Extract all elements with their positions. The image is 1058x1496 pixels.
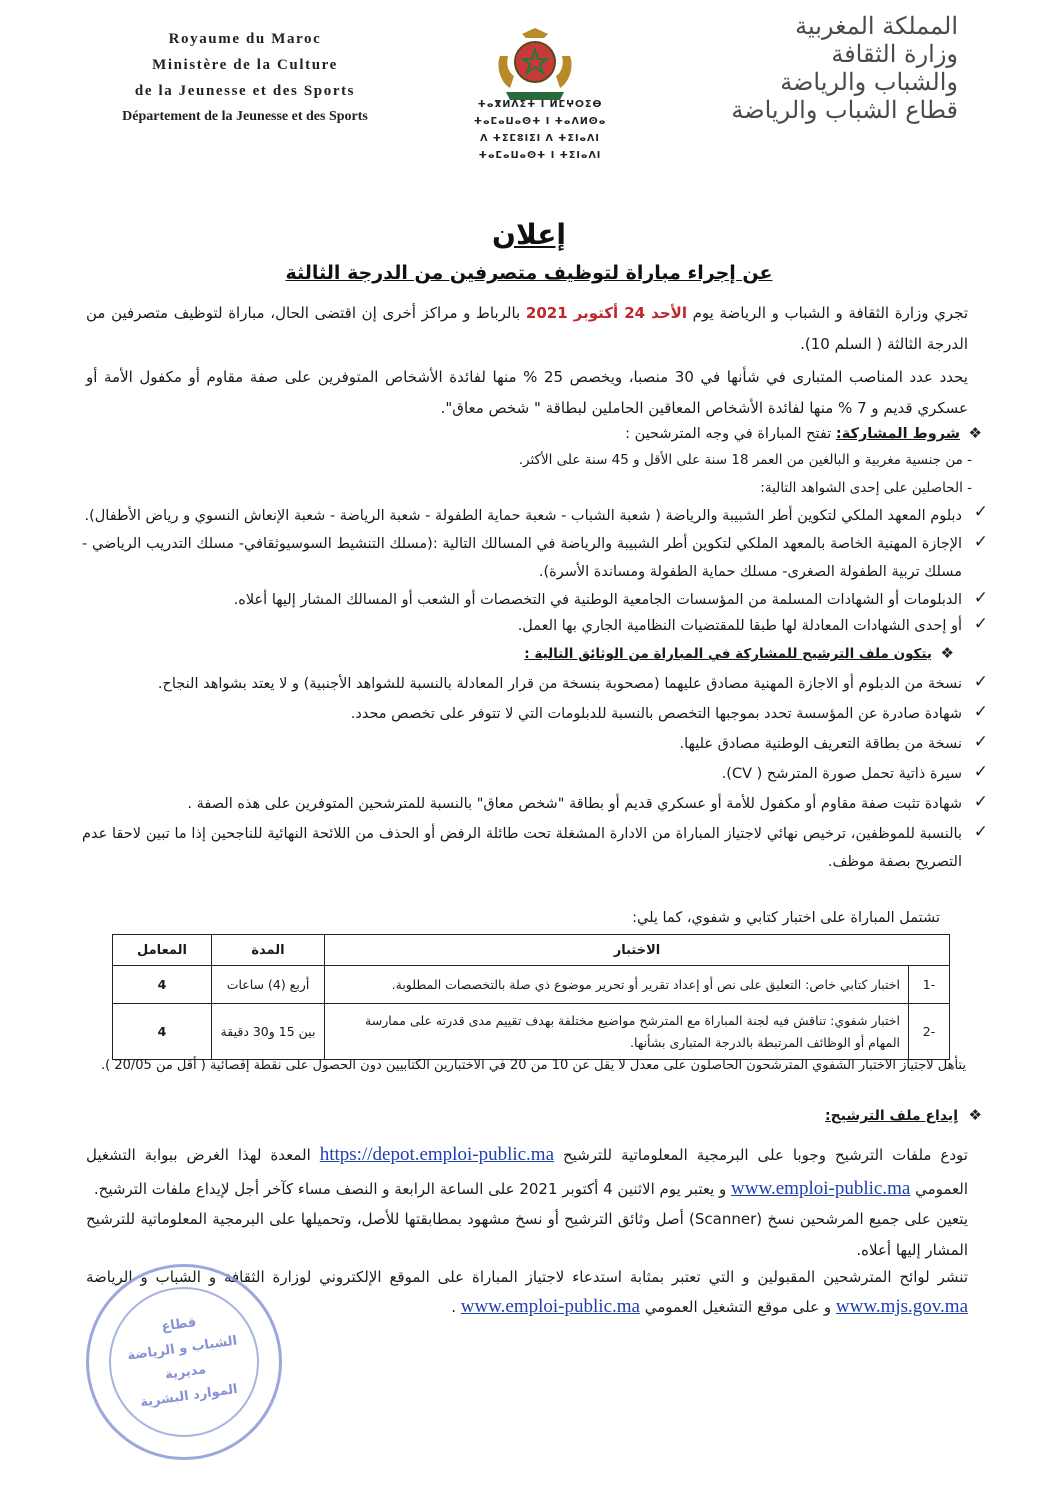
check-icon: ✓: [973, 532, 988, 552]
deposit-heading: إيداع ملف الترشيح:: [825, 1108, 958, 1124]
check-icon: ✓: [973, 762, 988, 782]
deposit-text: المعدة لهذا الغرض ببوابة التشغيل العمومي: [86, 1146, 968, 1198]
header-fr-line: de la Jeunesse et des Sports: [134, 83, 356, 99]
exam-row-number: -2: [909, 1004, 950, 1060]
exam-header-test: الاختبار: [325, 935, 950, 966]
exam-row-number: -1: [909, 966, 950, 1004]
exam-table: [112, 934, 950, 1060]
announcement-subtitle: عن إجراء مباراة لتوظيف متصرفين من الدرجة الثالثة: [285, 262, 773, 284]
header-fr-line: Royaume du Maroc: [168, 31, 322, 47]
official-stamp: [86, 1264, 282, 1460]
deposit-text: و على موقع التشغيل العمومي: [639, 1298, 836, 1316]
dossier-item: بالنسبة للموظفين، ترخيص نهائي لاجتياز المباراة من الادارة المشغلة تحت طائلة الرفض أو الحذف من اللائحة النهائية للناجحين إذا ما تبين لاحقا عدم التصريح بصفة موظف.: [82, 826, 962, 870]
exam-date: الأحد 24 أكتوبر 2021: [525, 304, 687, 322]
exam-row-duration: بين 15 و30 دقيقة: [212, 1004, 325, 1060]
table-row: [113, 966, 950, 1004]
header-arabic: [700, 12, 958, 124]
emploi-public-link-2[interactable]: www.emploi-public.ma: [460, 1296, 640, 1317]
stamp-text: [83, 1300, 285, 1422]
check-icon: ✓: [973, 588, 988, 608]
diamond-bullet-icon: ❖: [940, 644, 954, 662]
exam-note: يتأهل لاجتياز الاختبار الشفوي المترشحون الحاصلون على معدل لا يقل عن 10 من 20 في الاختبارين الكتابيين دون الحصول على نقطة إقصائية ( أقل من 20/05 ).: [101, 1058, 966, 1073]
deposit-text: .: [451, 1298, 461, 1316]
header-ar-line: المملكة المغربية: [795, 12, 958, 40]
check-icon: ✓: [973, 614, 988, 634]
exam-header-duration: المدة: [212, 935, 325, 966]
tifinagh-line: ⵜⴰⵎⴰⵡⴰⵙⵜ ⵏ ⵜⴰⴷⵍⵙⴰ: [473, 116, 607, 127]
deposit-paragraph-1: [86, 1138, 968, 1206]
deposit-text: تنشر لوائح المترشحين المقبولين و التي تعتبر بمثابة استدعاء لاجتياز المباراة على الموقع الإلكتروني لوزارة الثقافة و الشباب و الرياضة: [86, 1268, 968, 1286]
header-tifinagh: [450, 96, 630, 164]
diamond-bullet-icon: ❖: [968, 424, 982, 442]
dossier-item: شهادة صادرة عن المؤسسة تحدد بموجبها التخصص بالنسبة للدبلومات التي لا تتوفر على تخصص محدد.: [350, 706, 962, 722]
condition-item: دبلوم المعهد الملكي لتكوين أطر الشبيبة والرياضة ( شعبة الشباب - شعبة حماية الطفولة - شعبة الرياضة - شعبة الإنعاش النسوي و رياض الأطفال).: [84, 508, 962, 524]
tifinagh-line: ⵜⴰⴳⵍⴷⵉⵜ ⵏ ⵍⵎⵖⵔⵉⴱ: [477, 99, 603, 110]
condition-line: - الحاصلين على إحدى الشواهد التالية:: [760, 480, 972, 496]
stamp-line: قطاع: [160, 1314, 198, 1335]
dossier-item: نسخة من الدبلوم أو الاجازة المهنية مصادق عليهما (مصحوبة بنسخة من قرار المعادلة بالنسبة للشواهد الأجنبية) و لا يعتد بشواهد النجاح.: [157, 676, 962, 692]
exam-header-coefficient: المعامل: [113, 935, 212, 966]
exam-table-header: [113, 935, 950, 966]
diamond-bullet-icon: ❖: [968, 1106, 982, 1124]
announcement-title: إعلان: [492, 218, 566, 251]
stamp-line: الشباب و الرياضة: [126, 1333, 239, 1364]
coat-of-arms-icon: [492, 26, 578, 104]
condition-item: الدبلومات أو الشهادات المسلمة من المؤسسات الجامعية الوطنية في التخصصات أو الشعب أو المسالك المشار إليها أعلاه.: [233, 592, 962, 608]
header-ar-line: وزارة الثقافة: [831, 40, 958, 68]
intro-text-rest: بالرباط و مراكز أخرى إن اقتضى الحال، مباراة لتوظيف متصرفين من الدرجة الثالثة ( السلم 10).: [86, 304, 968, 353]
check-icon: ✓: [973, 792, 988, 812]
tifinagh-line: ⴷ ⵜⵉⵎⵓⵏⵉⵏ ⴷ ⵜⵉⵏⴰⴷⵏ: [480, 133, 600, 144]
header-fr-line: Ministère de la Culture: [152, 57, 338, 73]
depot-link[interactable]: https://depot.emploi-public.ma: [319, 1144, 555, 1165]
header-ar-line: قطاع الشباب والرياضة: [731, 96, 958, 124]
exam-row-coefficient: 4: [113, 1004, 212, 1060]
condition-line: - من جنسية مغربية و البالغين من العمر 18 سنة على الأقل و 45 سنة على الأكثر.: [518, 452, 972, 468]
exam-row-test: اختبار كتابي خاص: التعليق على نص أو إعداد تقرير أو تحرير موضوع ذي صلة بالتخصصات المطلوبة.: [325, 966, 909, 1004]
check-icon: ✓: [973, 822, 988, 842]
header-ar-line: والشباب والرياضة: [780, 68, 958, 96]
dossier-item: سيرة ذاتية تحمل صورة المترشح ( CV).: [721, 766, 962, 782]
conditions-heading-label: شروط المشاركة:: [835, 426, 960, 442]
check-icon: ✓: [973, 702, 988, 722]
conditions-heading: [625, 420, 960, 448]
check-icon: ✓: [973, 732, 988, 752]
emploi-public-link[interactable]: www.emploi-public.ma: [731, 1178, 911, 1199]
tifinagh-line: ⵜⴰⵎⴰⵡⴰⵙⵜ ⵏ ⵜⵉⵏⴰⴷⵏ: [478, 150, 602, 161]
condition-item: أو إحدى الشهادات المعادلة لها طبقا للمقتضيات النظامية الجاري بها العمل.: [517, 618, 962, 634]
conditions-heading-text: تفتح المباراة في وجه المترشحين :: [625, 426, 836, 442]
deposit-text: و يعتبر يوم الاثنين 4 أكتوبر 2021 على الساعة الرابعة و النصف مساء كآخر أجل لإيداع ملفات الترشيح.: [93, 1180, 732, 1198]
mjs-link[interactable]: www.mjs.gov.ma: [835, 1296, 968, 1317]
condition-item: الإجازة المهنية الخاصة بالمعهد الملكي لتكوين أطر الشبيبة والرياضة في المسالك التالية :(مسلك التنشيط السوسيوثقافي- مسلك التدريب الرياضي - مسلك تربية الطفولة الصغرى- مسلك حماية الطفولة ومساندة الأسرة).: [82, 536, 962, 580]
dossier-heading: يتكون ملف الترشيح للمشاركة في المباراة من الوثائق التالية :: [524, 646, 932, 662]
intro-text: تجري وزارة الثقافة و الشباب و الرياضة يوم: [686, 304, 968, 322]
header-french: [100, 26, 390, 130]
exam-row-coefficient: 4: [113, 966, 212, 1004]
exam-row-test: اختبار شفوي: تناقش فيه لجنة المباراة مع المترشح مواضيع مختلفة بهدف تقييم مدى قدرته على ممارسة المهام أو الوظائف المرتبطة بالدرجة المتبارى بشأنها.: [325, 1004, 909, 1060]
exam-intro: تشتمل المباراة على اختبار كتابي و شفوي، كما يلي:: [632, 910, 940, 926]
deposit-text: تودع ملفات الترشيح وجوبا على البرمجية المعلوماتية للترشيح: [554, 1146, 968, 1164]
header-fr-department: Département de la Jeunesse et des Sports: [122, 109, 368, 124]
stamp-line: مديرية: [164, 1362, 208, 1383]
deposit-paragraph-2: يتعين على جميع المرشحين نسخ (Scanner) أصل وثائق الترشيح أو نسخ مشهود بمطابقتها للأصل، وتحميلها على البرمجية المعلوماتية للترشيح المشار إليها أعلاه.: [86, 1210, 968, 1259]
dossier-item: شهادة تثبت صفة مقاوم أو مكفول للأمة أو عسكري قديم أو بطاقة "شخص معاق" بالنسبة للمترشحين المتوفرين على هذه الصفة .: [187, 796, 962, 812]
check-icon: ✓: [973, 672, 988, 692]
intro-paragraph: [86, 298, 968, 360]
posts-paragraph: يحدد عدد المناصب المتبارى في شأنها في 30 منصبا، ويخصص 25 % منها لفائدة الأشخاص المتوفرين على صفة مقاوم أو مكفول الأمة أو عسكري قديم و 7 % منها لفائدة الأشخاص المعاقين الحاملين لبطاقة " شخص معاق".: [86, 368, 968, 417]
exam-row-duration: أربع (4) ساعات: [212, 966, 325, 1004]
dossier-item: نسخة من بطاقة التعريف الوطنية مصادق عليها.: [679, 736, 962, 752]
check-icon: ✓: [973, 502, 988, 522]
stamp-line: الموارد البشرية: [139, 1381, 239, 1411]
